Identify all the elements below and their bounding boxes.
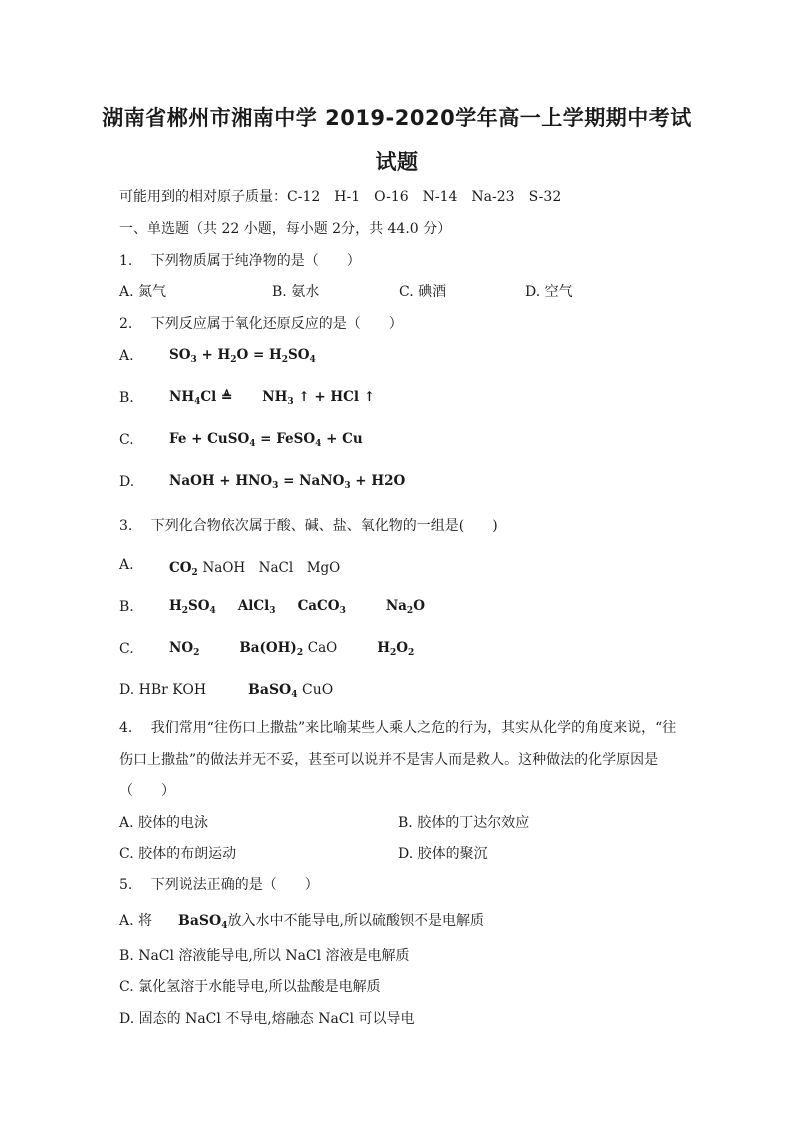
q2-option-c-label: C.	[119, 432, 134, 448]
question-4-stem-line1: 4. 我们常用“往伤口上撒盐”来比喻某些人乘人之危的行为，其实从化学的角度来说，“往	[119, 720, 677, 736]
question-1-stem: 1. 下列物质属于纯净物的是（ ）	[119, 253, 361, 269]
q3-option-b-formulas: $H_2SO_4$ AlCl$_3$ CaCO$_3$ $Na_2O$	[169, 598, 425, 616]
q2-option-d-equation: NaOH + $HNO_3$ = NaNO$_3$ + H2O	[169, 473, 406, 491]
question-2-stem: 2. 下列反应属于氧化还原反应的是（ ）	[119, 316, 403, 332]
atomic-mass-note: 可能用到的相对原子质量：C-12 H-1 O-16 N-14 Na-23 S-32	[119, 189, 562, 205]
q1-option-a: A. 氮气	[119, 284, 167, 300]
doc-title-line1: 湖南省郴州市湘南中学 2019-2020学年高一上学期期中考试	[102, 106, 692, 130]
q3-option-a-formulas: $CO_2$ NaOH NaCl MgO	[169, 560, 341, 578]
q2-option-b-label: B.	[119, 390, 134, 406]
section-heading: 一、单选题（共 22 小题，每小题 2分，共 44.0 分）	[119, 221, 452, 237]
q5-option-b: B. NaCl 溶液能导电,所以 NaCl 溶液是电解质	[119, 948, 410, 964]
question-4-stem-line2: 伤口上撒盐”的做法并无不妥，甚至可以说并不是害人而是救人。这种做法的化学原因是	[119, 752, 659, 768]
q1-option-d: D. 空气	[525, 284, 573, 300]
q3-option-a-label: A.	[119, 557, 134, 573]
q1-option-c: C. 碘酒	[399, 284, 447, 300]
q2-option-d-label: D.	[119, 474, 135, 490]
q5-option-a: A. 将 BaSO$_4$放入水中不能导电,所以硫酸钡不是电解质	[119, 913, 484, 931]
q3-option-c-label: C.	[119, 641, 134, 657]
q3-option-d: D. HBr KOH BaSO$_4$ CuO	[119, 682, 334, 700]
q4-option-d: D. 胶体的聚沉	[398, 846, 488, 862]
q3-option-b-label: B.	[119, 599, 134, 615]
q1-option-b: B. 氨水	[272, 284, 320, 300]
q2-option-a-equation: $SO_3 + H_2O = H_2SO_4$	[169, 347, 316, 365]
q5-option-c: C. 氯化氢溶于水能导电,所以盐酸是电解质	[119, 979, 381, 995]
q4-option-c: C. 胶体的布朗运动	[119, 846, 237, 862]
q4-option-a: A. 胶体的电泳	[119, 815, 209, 831]
q5-option-d: D. 固态的 NaCl 不导电,熔融态 NaCl 可以导电	[119, 1011, 415, 1027]
q4-option-b: B. 胶体的丁达尔效应	[398, 815, 530, 831]
q2-option-b-equation: $NH_4Cl$ ≜ $NH_3$ ↑ + HCl ↑	[169, 389, 376, 407]
q2-option-c-equation: Fe + CuSO$_4$ = FeSO$_4$ + Cu	[169, 431, 363, 449]
q3-option-c-formulas: $NO_2$ $Ba(OH)_2$ CaO $H_2O_2$	[169, 640, 415, 658]
question-5-stem: 5. 下列说法正确的是（ ）	[119, 877, 319, 893]
doc-title-line2: 试题	[375, 150, 419, 174]
q2-option-a-label: A.	[119, 348, 134, 364]
question-4-stem-line3: （ ）	[119, 783, 175, 799]
question-3-stem: 3. 下列化合物依次属于酸、碱、盐、氧化物的一组是( )	[119, 518, 498, 534]
